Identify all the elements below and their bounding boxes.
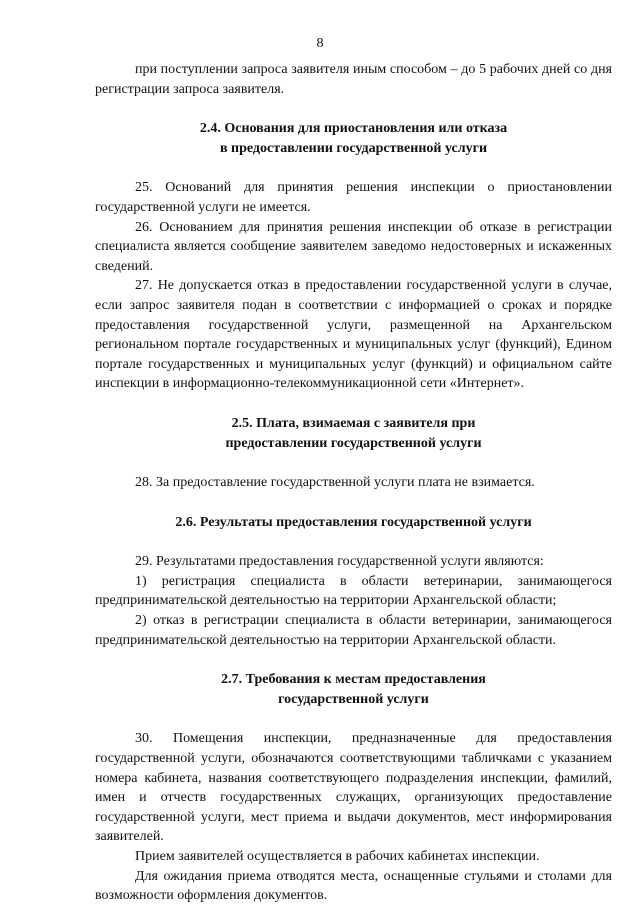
section-heading-2-7 [95,670,612,709]
paragraph-30: 30. Помещения инспекции, предназначенные для предоставления государственной услуги, обозначаются соответствующими табличками с указанием номера кабинета, названия соответствующего подразделения инспекции, фамилий, имен и отчеств государственных служащих, организующих предоставление государственной услуги, мест приема и выдачи документов, мест информирования заявителей. [95,731,612,845]
page-number: 8 [316,36,324,51]
section-heading-2-4-line2: в предоставлении государственной услуги [219,140,488,156]
paragraph-32: Для ожидания приема отводятся места, оснащенные стульями и столами для возможности оформления документов. [95,868,612,904]
section-heading-2-5 [95,414,612,453]
paragraph-28: 28. За предоставление государственной услуги плата не взимается. [135,475,535,491]
section-heading-2-4-line1: 2.4. Основания для приостановления или отказа [199,121,508,137]
section-heading-2-5-line2: предоставлении государственной услуги [225,435,482,451]
intro-paragraph: при поступлении запроса заявителя иным способом – до 5 рабочих дней со дня регистрации запроса заявителя. [95,62,612,97]
paragraph-25: 25. Оснований для принятия решения инспекции о приостановлении государственной услуги не имеется. [95,180,612,215]
document-body [95,60,612,906]
list-item-1: 1) регистрация специалиста в области ветеринарии, занимающегося предпринимательской деятельностью на территории Архангельской области; [95,573,612,609]
section-heading-2-5-line1: 2.5. Плата, взимаемая с заявителя при [231,415,476,431]
section-heading-2-6: 2.6. Результаты предоставления государственной услуги [175,514,532,530]
paragraph-27: 27. Не допускается отказ в предоставлении государственной услуги в случае, если запрос заявителя подан в соответствии с информацией о сроках и порядке предоставления государственной услуги, размещенной на Архангельском региональном портале государственных и муниципальных услуг (функций), Едином портале государственных и муниципальных услуг (функций) и официальном сайте инспекции в информационно-телекоммуникационной сети «Интернет». [95,278,612,392]
paragraph-31: Прием заявителей осуществляется в рабочих кабинетах инспекции. [135,849,540,864]
section-heading-2-7-line1: 2.7. Требования к местам предоставления [221,672,486,688]
list-item-2: 2) отказ в регистрации специалиста в области ветеринарии, занимающегося предпринимательской деятельностью на территории Архангельской области. [95,613,612,648]
section-heading-2-4 [95,119,612,158]
paragraph-26: 26. Основанием для принятия решения инспекции об отказе в регистрации специалиста является сообщение заявителем заведомо недостоверных и искаженных сведений. [95,219,612,274]
section-heading-2-7-line2: государственной услуги [278,691,429,707]
paragraph-29: 29. Результатами предоставления государственной услуги являются: [135,554,544,570]
